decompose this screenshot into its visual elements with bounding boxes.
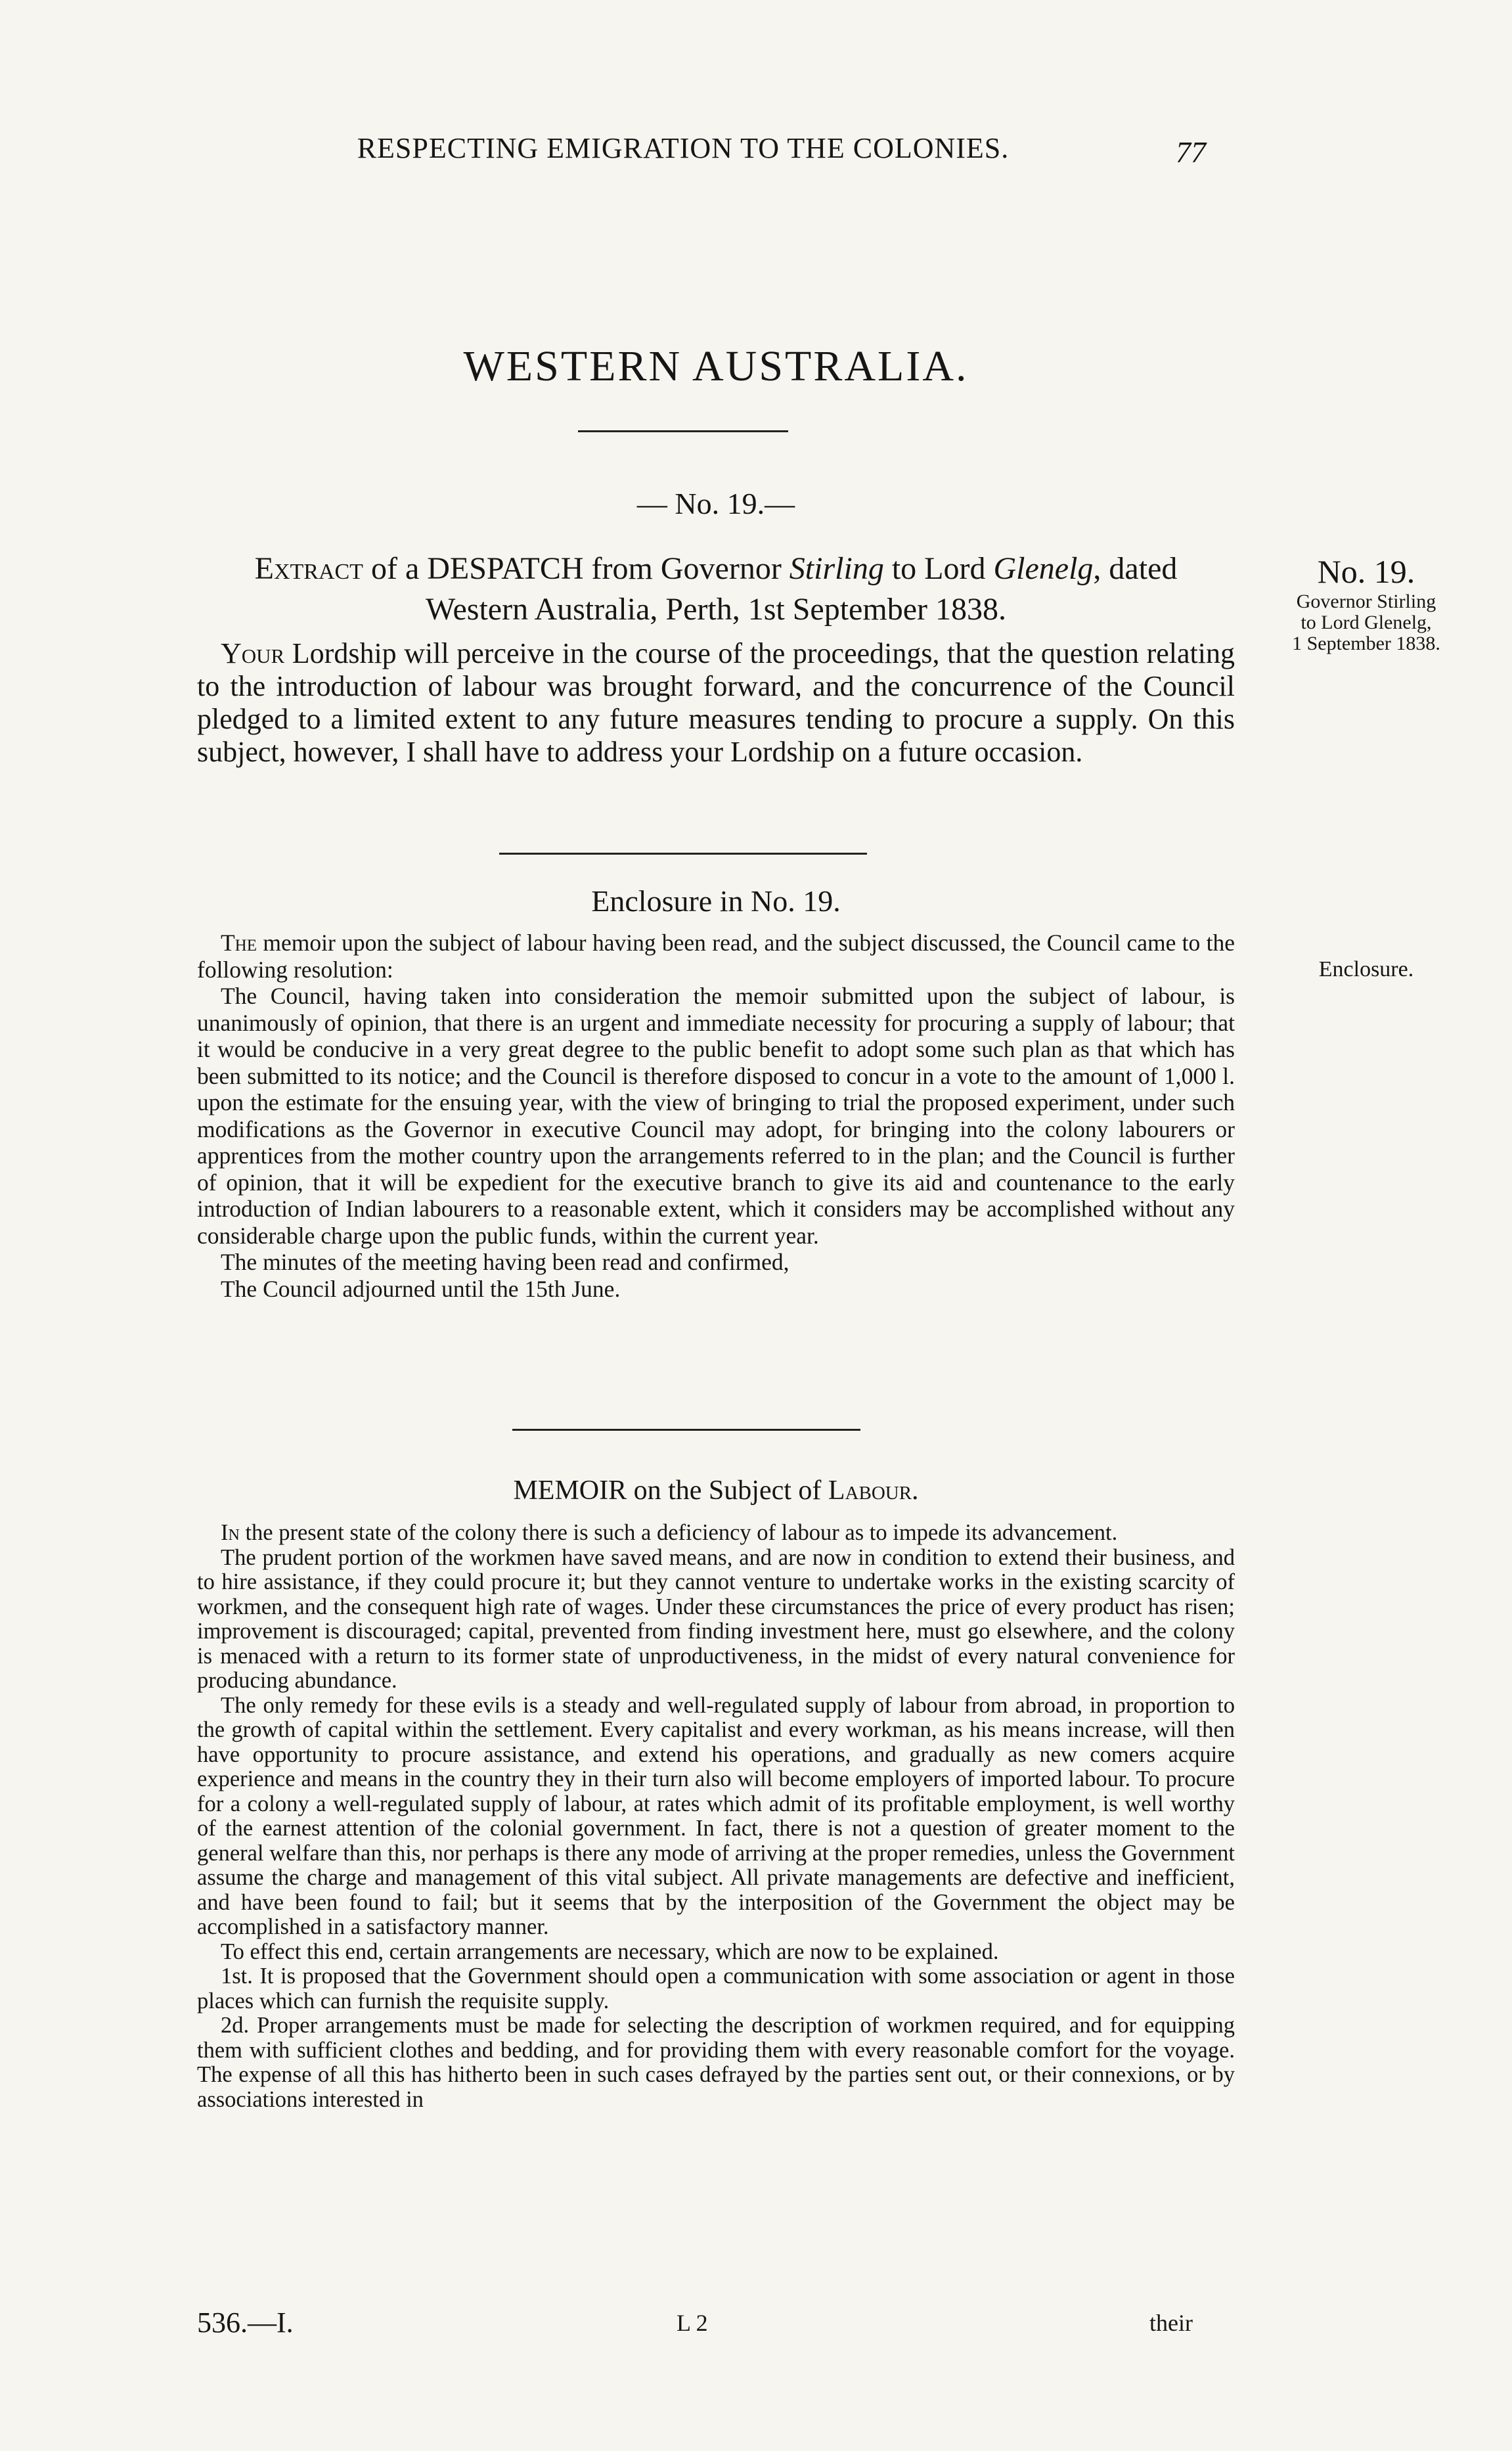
page-number: 77: [1176, 135, 1206, 169]
enclosure-paragraph: [197, 983, 1235, 1249]
running-head: RESPECTING EMIGRATION TO THE COLONIES.: [357, 132, 1010, 164]
extract-word: Extract: [254, 551, 363, 586]
memoir-paragraph: [197, 1521, 1235, 1546]
extract-heading-to: to Lord: [883, 551, 994, 586]
despatch-number: — No. 19.—: [636, 487, 795, 520]
margin-despatch-line-1: Governor Stirling: [1296, 591, 1436, 612]
extract-heading: [197, 549, 1235, 630]
memoir-text: [197, 1521, 1235, 2112]
lord-name: Glenelg: [993, 551, 1094, 586]
paragraph-text: The Council adjourned until the 15th June.: [221, 1275, 621, 1302]
catchword: their: [1149, 2310, 1193, 2336]
paragraph-text: 2d. Proper arrangements must be made for selecting the description of workmen required, and for equipping them with sufficient clothes and bedding, and for providing them with every reasonable comfort for the voyage. The expense of all this has hitherto been in such cases defrayed by the parties sent out, or their connexions, or by associations interested in: [197, 2013, 1235, 2112]
paragraph-lead: The: [221, 930, 257, 956]
extract-heading-line-1: [197, 549, 1235, 589]
paragraph-text: The prudent portion of the workmen have saved means, and are now in condition to extend their business, and to hire assistance, if they could procure it; but they cannot venture to undertake works in the existing scarcity of workmen, and the consequent high rate of wages. Under these circumstances the price of every product has risen; improvement is discouraged; capital, prevented from finding investment here, must go elsewhere, and the colony is menaced with a return to its former state of unproductiveness, in the midst of every natural convenience for producing abundance.: [197, 1544, 1235, 1693]
paragraph-text: The only remedy for these evils is a steady and well-regulated supply of labour from abroad, in proportion to the growth of capital within the settlement. Every capitalist and every workman, as his means increase, will then have opportunity to procure assistance, and extend his operations, and gradually as new comers acquire experience and means in the country they in their turn also will become employers of imported labour. To procure for a colony a well-regulated supply of labour, at rates which admit of its profitable employment, is well worthy of the earnest attention of the colonial government. In fact, there is not a question of greater moment to the general welfare than this, nor perhaps is there any mode of arriving at the proper remedies, unless the Government assume the charge and management of this vital subject. All private managements are defective and inefficient, and have been found to fail; but it seems that by the interposition of the Government the object may be accomplished in a satisfactory manner.: [197, 1692, 1235, 1939]
paragraph-text: the present state of the colony there is such a deficiency of labour as to impede its advancement.: [239, 1520, 1118, 1545]
memoir-paragraph: [197, 1694, 1235, 1940]
governor-name: Stirling: [789, 551, 884, 586]
extract-heading-line-2: Western Australia, Perth, 1st September 1838.: [426, 592, 1006, 627]
despatch-paragraph: [197, 637, 1235, 769]
enclosure-paragraph: [197, 930, 1235, 983]
enclosure-paragraph: [197, 1276, 1235, 1303]
enclosure-text: [197, 930, 1235, 1302]
divider-rule: [578, 430, 788, 432]
memoir-heading: [197, 1475, 1235, 1506]
memoir-paragraph: [197, 1940, 1235, 1965]
enclosure-heading: Enclosure in No. 19.: [591, 884, 841, 918]
memoir-heading-prefix: MEMOIR on the Subject of: [513, 1475, 828, 1506]
paragraph-text: memoir upon the subject of labour having been read, and the subject discussed, the Council came to the following resolution:: [197, 930, 1235, 983]
divider-rule: [499, 853, 867, 855]
memoir-paragraph: [197, 2013, 1235, 2112]
paragraph-text: The Council, having taken into consideration the memoir submitted upon the subject of labour, is unanimously of opinion, that there is an urgent and immediate necessity for procuring a supply of labour; that it would be conducive in a very great degree to the public benefit to adopt some such plan as that which has been submitted to its notice; and the Council is therefore disposed to concur in a vote to the amount of 1,000 l. upon the estimate for the ensuing year, with the view of bringing to trial the proposed experiment, under such modifications as the Governor in executive Council may adopt, for bringing into the colony labourers or apprentices from the mother country upon the arrangements referred to in the plan; and the Council is further of opinion, that it will be expedient for the executive branch to give its aid and countenance to the early introduction of Indian labourers to a reasonable extent, which it considers may be accomplished without any considerable charge upon the public funds, within the current year.: [197, 983, 1235, 1249]
enclosure-paragraph: [197, 1249, 1235, 1276]
despatch-text: [197, 637, 1235, 769]
despatch-lead: Your: [221, 637, 285, 669]
paragraph-text: To effect this end, certain arrangements are necessary, which are now to be explained.: [221, 1939, 999, 1964]
paragraph-text: 1st. It is proposed that the Government should open a communication with some association or agent in those places which can furnish the requisite supply.: [197, 1964, 1235, 2013]
despatch-paragraph-text: Lordship will perceive in the course of the proceedings, that the question relating to the introduction of labour was brought forward, and the concurrence of the Council pledged to a limited extent to any future measures tending to procure a supply. On this subject, however, I shall have to address your Lordship on a future occasion.: [197, 637, 1235, 768]
paragraph-lead: In: [221, 1520, 240, 1545]
margin-despatch-number: No. 19.: [1317, 553, 1415, 590]
extract-heading-dated: , dated: [1093, 551, 1178, 586]
divider-rule: [512, 1429, 860, 1431]
paragraph-text: The minutes of the meeting having been read and confirmed,: [221, 1249, 789, 1275]
section-title: WESTERN AUSTRALIA.: [463, 342, 969, 390]
signature-mark: L 2: [677, 2310, 708, 2336]
memoir-paragraph: [197, 1964, 1235, 2013]
printer-signature: 536.—I.: [197, 2306, 294, 2339]
margin-note-despatch: [1235, 552, 1498, 654]
extract-heading-text: of a DESPATCH from Governor: [363, 551, 789, 586]
memoir-heading-subject: Labour.: [828, 1475, 919, 1506]
memoir-paragraph: [197, 1546, 1235, 1694]
margin-note-enclosure: Enclosure.: [1318, 957, 1414, 981]
margin-despatch-line-3: 1 September 1838.: [1292, 633, 1440, 654]
margin-despatch-line-2: to Lord Glenelg,: [1301, 612, 1432, 633]
